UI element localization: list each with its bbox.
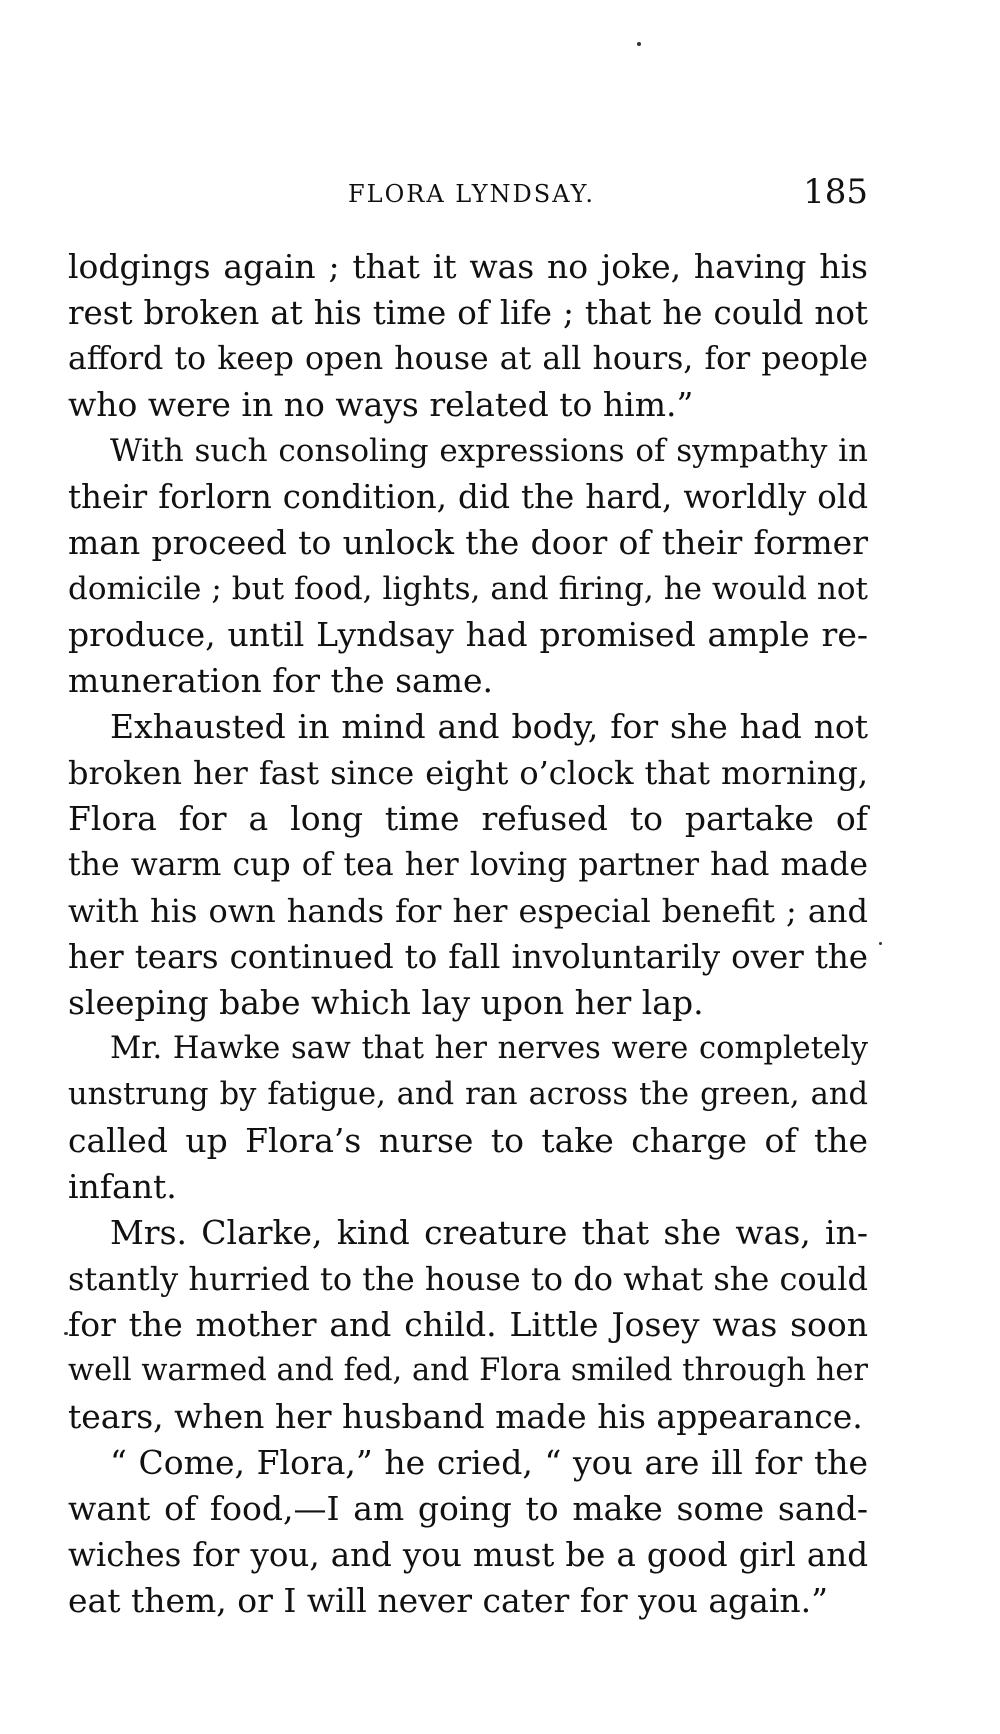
text-line: who were in no ways related to him.” [68, 385, 694, 424]
text-line: Flora for a long time refused to partake of [68, 799, 868, 838]
text-line: lodgings again ; that it was no joke, having his [68, 247, 868, 286]
text-line: eat them, or I will never cater for you again.” [68, 1581, 828, 1620]
running-head: FLORA LYNDSAY. [348, 180, 595, 208]
text-line: infant. [68, 1167, 177, 1206]
text-line: well warmed and fed, and Flora smiled through her [68, 1353, 868, 1388]
text-line: want of food,—I am going to make some sand- [68, 1489, 868, 1528]
text-line: With such consoling expressions of sympathy in [110, 433, 868, 469]
text-line: muneration for the same. [68, 661, 494, 700]
text-line: Exhausted in mind and body, for she had not [110, 707, 868, 746]
text-line: wiches for you, and you must be a good girl and [68, 1536, 868, 1574]
text-line: domicile ; but food, lights, and firing, he would not [68, 571, 868, 607]
page-header [68, 172, 868, 222]
text-line: her tears continued to fall involuntarily over the [68, 938, 868, 976]
text-line: broken her fast since eight o’clock that morning, [68, 754, 868, 792]
text-line: “ Come, Flora,” he cried, “ you are ill for the [110, 1443, 868, 1482]
text-line: their forlorn condition, did the hard, worldly old [68, 478, 868, 516]
text-line: man proceed to unlock the door of their former [68, 523, 868, 562]
ink-speck [637, 42, 641, 46]
text-line: sleeping babe which lay upon her lap. [68, 983, 704, 1022]
ink-speck [879, 942, 882, 945]
body-text [68, 244, 868, 1624]
text-line: afford to keep open house at all hours, for people [68, 341, 868, 377]
text-line: produce, until Lyndsay had promised ample re- [68, 615, 868, 654]
page-number: 185 [803, 172, 868, 212]
text-line: Mrs. Clarke, kind creature that she was, in- [110, 1213, 868, 1252]
text-line: Mr. Hawke saw that her nerves were completely [110, 1031, 868, 1066]
text-line: the warm cup of tea her loving partner had made [68, 847, 868, 883]
text-line: stantly hurried to the house to do what she could [68, 1260, 868, 1298]
text-line: called up Flora’s nurse to take charge of the [68, 1121, 868, 1160]
text-line: unstrung by fatigue, and ran across the green, and [68, 1077, 868, 1112]
text-line: for the mother and child. Little Josey was soon [68, 1305, 868, 1344]
text-line: with his own hands for her especial benefit ; and [68, 892, 868, 930]
text-line: tears, when her husband made his appearance. [68, 1397, 863, 1436]
text-line: rest broken at his time of life ; that he could not [68, 294, 868, 332]
